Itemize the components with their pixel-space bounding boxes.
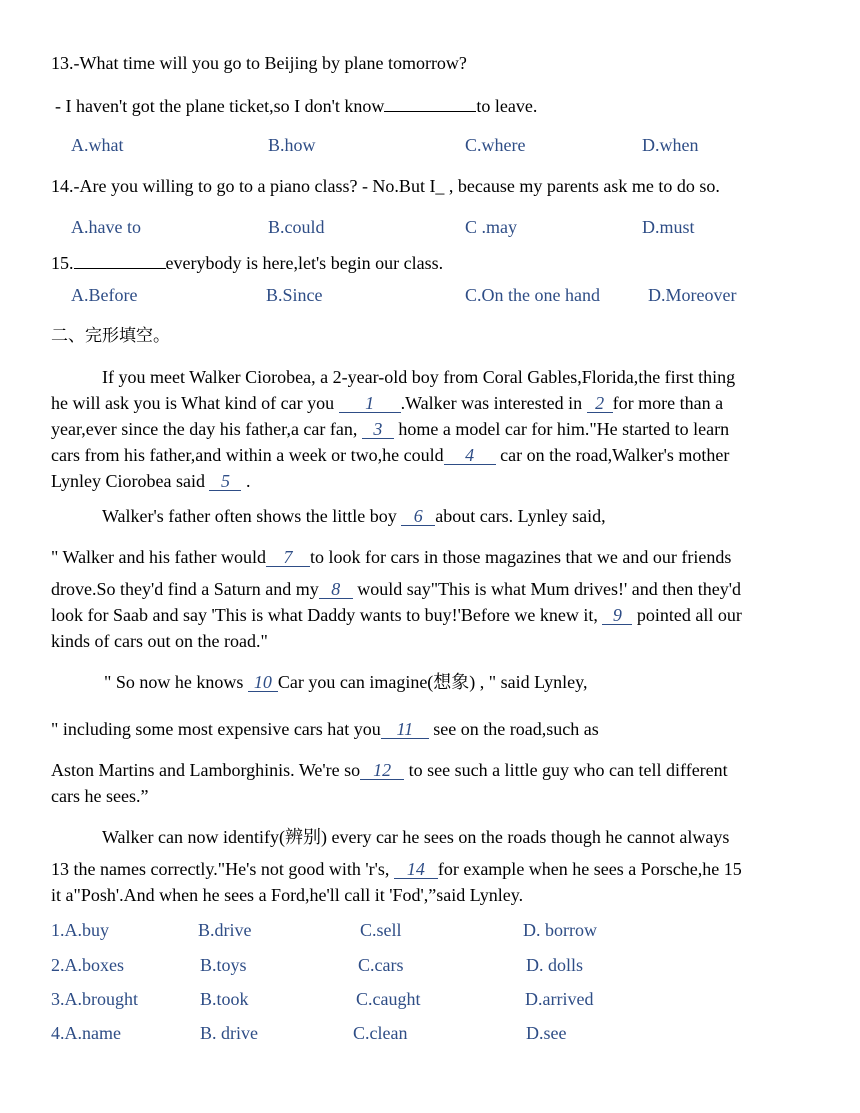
q15-stem-after: everybody is here,let's begin our class.	[165, 253, 444, 273]
passage-text: to look for cars in those magazines that we and our friends	[310, 547, 732, 567]
cloze-blank-9[interactable]: 9	[602, 606, 632, 625]
cloze-options-row-1	[0, 919, 860, 941]
passage-line: cars he sees.”	[51, 786, 149, 806]
q15-stem-prefix: 15.	[51, 253, 74, 273]
passage-line	[51, 546, 731, 568]
passage-text: Lynley Ciorobea said	[51, 471, 210, 491]
q13-blank[interactable]	[384, 93, 476, 112]
cloze-3-option-b[interactable]: B.took	[200, 989, 249, 1009]
passage-text: pointed all our	[632, 605, 742, 625]
cloze-blank-1[interactable]: 1	[339, 394, 401, 413]
q14-option-c[interactable]: C .may	[465, 217, 517, 237]
passage-line	[102, 505, 606, 527]
cloze-blank-6[interactable]: 6	[401, 507, 435, 526]
cloze-3-option-a[interactable]: 3.A.brought	[51, 989, 138, 1009]
cloze-blank-12[interactable]: 12	[360, 761, 404, 780]
passage-text: Aston Martins and Lamborghinis. We're so	[51, 760, 361, 780]
cloze-blank-7[interactable]: 7	[266, 548, 310, 567]
passage-text: " including some most expensive cars hat you	[51, 719, 381, 739]
passage-text: for more than a	[612, 393, 724, 413]
passage-text: to see such a little guy who can tell different	[404, 760, 728, 780]
passage-line	[51, 604, 742, 626]
passage-line	[51, 470, 250, 492]
passage-line	[51, 858, 742, 880]
cloze-blank-3[interactable]: 3	[362, 420, 394, 439]
passage-line	[51, 392, 723, 414]
cloze-4-option-d[interactable]: D.see	[526, 1023, 567, 1043]
q15-option-b[interactable]: B.Since	[266, 285, 323, 305]
cloze-1-option-a[interactable]: 1.A.buy	[51, 920, 109, 940]
passage-text: would say"This is what Mum drives!' and then they'd	[352, 579, 741, 599]
passage-text: drove.So they'd find a Saturn and my	[51, 579, 319, 599]
passage-text: look for Saab and say 'This is what Daddy wants to buy!'Before we knew it,	[51, 605, 603, 625]
cloze-blank-14[interactable]: 14	[394, 860, 438, 879]
passage-text: car on the road,Walker's mother	[495, 445, 730, 465]
passage-text: .Walker was interested in	[400, 393, 587, 413]
q13-option-b[interactable]: B.how	[268, 135, 316, 155]
passage-line	[51, 759, 728, 781]
passage-text: see on the road,such as	[428, 719, 599, 739]
passage-line: Walker can now identify(辨别) every car he sees on the roads though he cannot always	[102, 827, 730, 847]
passage-text: about cars. Lynley said,	[435, 506, 606, 526]
cloze-blank-2[interactable]: 2	[587, 394, 613, 413]
cloze-1-option-d[interactable]: D. borrow	[523, 920, 597, 940]
cloze-blank-5[interactable]: 5	[209, 472, 241, 491]
passage-line	[51, 578, 741, 600]
cloze-4-option-c[interactable]: C.clean	[353, 1023, 408, 1043]
q14-options	[0, 216, 860, 238]
q13-options	[0, 134, 860, 156]
q15-option-c[interactable]: C.On the one hand	[465, 285, 600, 305]
passage-text: " So now he knows	[104, 672, 248, 692]
cloze-blank-4[interactable]: 4	[444, 446, 496, 465]
q14-stem: 14.-Are you willing to go to a piano class? - No.But I_ , because my parents ask me to do so.	[51, 176, 720, 196]
passage-line: If you meet Walker Ciorobea, a 2-year-old boy from Coral Gables,Florida,the first thing	[102, 367, 736, 387]
passage-text: Car you can imagine(想象) , " said Lynley,	[277, 672, 588, 692]
q13-answer-line	[55, 93, 537, 117]
cloze-4-option-b[interactable]: B. drive	[200, 1023, 258, 1043]
cloze-1-option-b[interactable]: B.drive	[198, 920, 252, 940]
q14-option-a[interactable]: A.have to	[71, 217, 141, 237]
cloze-options-row-4	[0, 1022, 860, 1044]
passage-line	[51, 444, 729, 466]
cloze-options-row-2	[0, 954, 860, 976]
cloze-2-option-c[interactable]: C.cars	[358, 955, 404, 975]
q15-blank[interactable]	[74, 250, 166, 269]
q14-option-d[interactable]: D.must	[642, 217, 695, 237]
passage-text: .	[241, 471, 251, 491]
q15-stem	[51, 250, 443, 274]
cloze-3-option-c[interactable]: C.caught	[356, 989, 421, 1009]
q13-answer-after: to leave.	[476, 96, 538, 116]
cloze-2-option-a[interactable]: 2.A.boxes	[51, 955, 124, 975]
cloze-blank-10[interactable]: 10	[248, 673, 278, 692]
q13-option-c[interactable]: C.where	[465, 135, 526, 155]
q15-options	[0, 284, 860, 306]
passage-text: he will ask you is What kind of car you	[51, 393, 339, 413]
q15-option-a[interactable]: A.Before	[71, 285, 138, 305]
q13-option-d[interactable]: D.when	[642, 135, 699, 155]
passage-line	[51, 718, 599, 740]
passage-line: kinds of cars out on the road."	[51, 631, 268, 651]
passage-text: Walker's father often shows the little boy	[102, 506, 402, 526]
cloze-3-option-d[interactable]: D.arrived	[525, 989, 594, 1009]
cloze-options-row-3	[0, 988, 860, 1010]
passage-line: it a"Posh'.And when he sees a Ford,he'll call it 'Fod',”said Lynley.	[51, 885, 524, 905]
passage-text: cars from his father,and within a week or two,he could	[51, 445, 444, 465]
q13-option-a[interactable]: A.what	[71, 135, 124, 155]
passage-text: home a model car for him."He started to learn	[393, 419, 730, 439]
passage-text: " Walker and his father would	[51, 547, 267, 567]
cloze-blank-11[interactable]: 11	[381, 720, 429, 739]
q13-answer-before: - I haven't got the plane ticket,so I don't know	[55, 96, 385, 116]
cloze-4-option-a[interactable]: 4.A.name	[51, 1023, 121, 1043]
cloze-2-option-b[interactable]: B.toys	[200, 955, 247, 975]
q14-option-b[interactable]: B.could	[268, 217, 325, 237]
section-title: 二、完形填空。	[51, 326, 170, 346]
passage-line	[104, 671, 587, 693]
q15-option-d[interactable]: D.Moreover	[648, 285, 737, 305]
cloze-1-option-c[interactable]: C.sell	[360, 920, 402, 940]
passage-text: 13 the names correctly."He's not good with 'r's,	[51, 859, 394, 879]
passage-text: year,ever since the day his father,a car fan,	[51, 419, 362, 439]
cloze-2-option-d[interactable]: D. dolls	[526, 955, 584, 975]
cloze-blank-8[interactable]: 8	[319, 580, 353, 599]
q13-stem: 13.-What time will you go to Beijing by plane tomorrow?	[51, 53, 467, 73]
passage-text: for example when he sees a Porsche,he 15	[437, 859, 742, 879]
passage-line	[51, 418, 729, 440]
